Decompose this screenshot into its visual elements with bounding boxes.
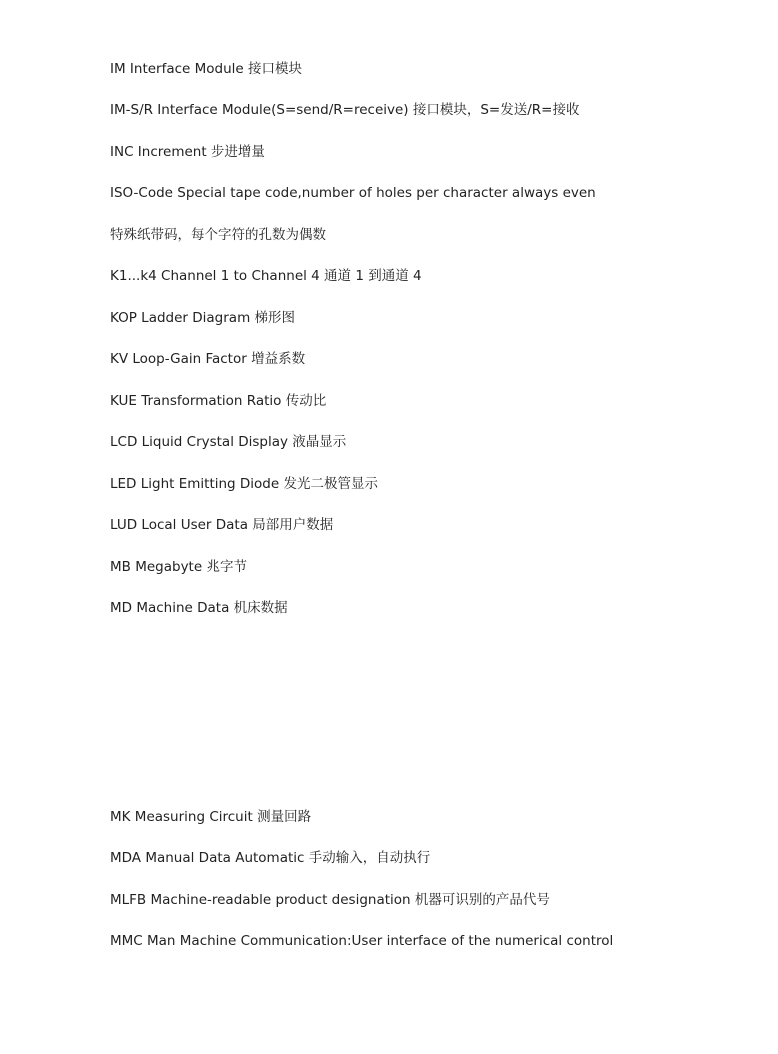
glossary-line: K1...k4 Channel 1 to Channel 4 通道 1 到通道 4 <box>110 268 422 284</box>
glossary-line: IM Interface Module 接口模块 <box>110 61 303 77</box>
glossary-line: MD Machine Data 机床数据 <box>110 600 288 616</box>
glossary-line: MMC Man Machine Communication:User interface of the numerical control <box>110 933 614 949</box>
glossary-line: LUD Local User Data 局部用户数据 <box>110 517 334 533</box>
glossary-line: LCD Liquid Crystal Display 液晶显示 <box>110 434 347 450</box>
glossary-line: MLFB Machine-readable product designation 机器可识别的产品代号 <box>110 892 550 908</box>
glossary-line: KOP Ladder Diagram 梯形图 <box>110 310 296 326</box>
glossary-line: MK Measuring Circuit 测量回路 <box>110 809 312 825</box>
glossary-line: LED Light Emitting Diode 发光二极管显示 <box>110 476 378 492</box>
glossary-line: KUE Transformation Ratio 传动比 <box>110 393 327 409</box>
glossary-line: IM-S/R Interface Module(S=send/R=receive) 接口模块，S=发送/R=接收 <box>110 102 580 118</box>
glossary-line: KV Loop-Gain Factor 增益系数 <box>110 351 306 367</box>
glossary-line: MB Megabyte 兆字节 <box>110 559 247 575</box>
glossary-line: ISO-Code Special tape code,number of holes per character always even <box>110 185 596 201</box>
glossary-line: MDA Manual Data Automatic 手动输入，自动执行 <box>110 850 431 866</box>
glossary-line: 特殊纸带码，每个字符的孔数为偶数 <box>110 227 326 243</box>
glossary-line: INC Increment 步进增量 <box>110 144 265 160</box>
